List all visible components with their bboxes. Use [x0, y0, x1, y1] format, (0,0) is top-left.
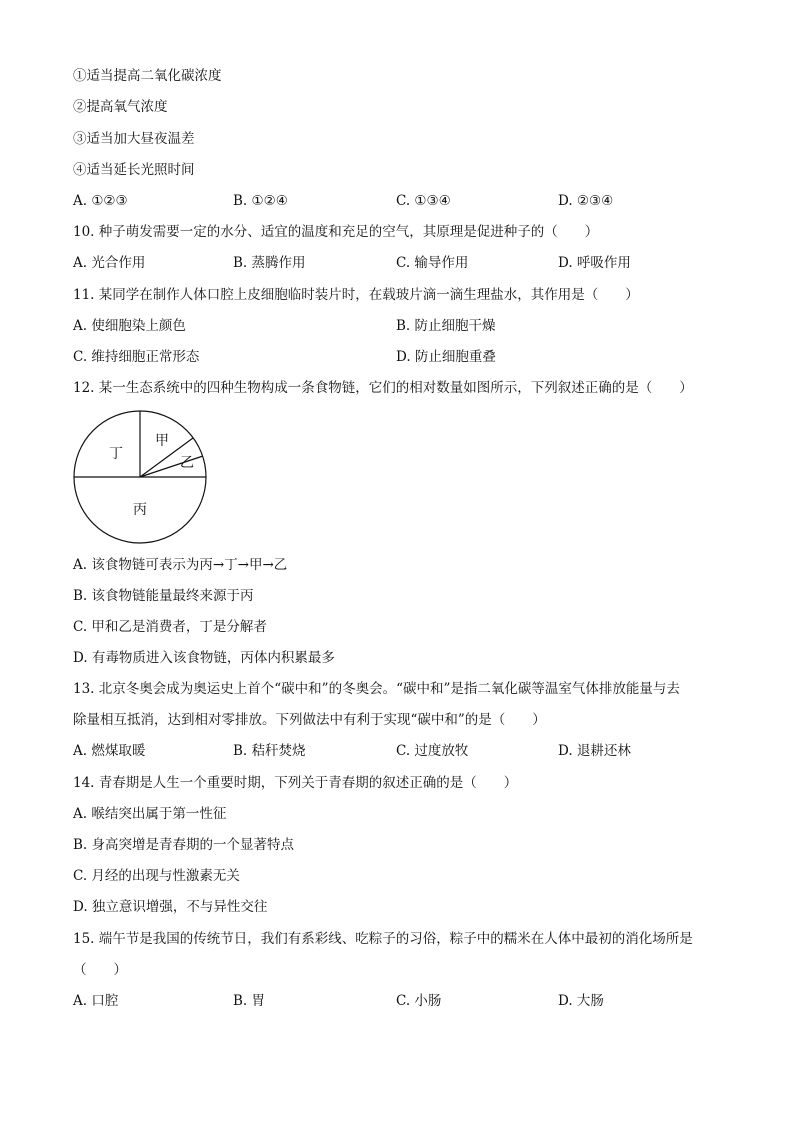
q9-item-4: ④适当延长光照时间	[73, 162, 195, 178]
q14-option-b: B. 身高突增是青春期的一个显著特点	[73, 837, 295, 853]
q15-option-c: C. 小肠	[396, 993, 442, 1009]
q9-option-b: B. ①②④	[233, 193, 288, 209]
q9-option-c: C. ①③④	[396, 193, 451, 209]
q12-stem: 12. 某一生态系统中的四种生物构成一条食物链，它们的相对数量如图所示，下列叙述正确的是（ ）	[73, 380, 693, 396]
q12-option-a: A. 该食物链可表示为丙→丁→甲→乙	[73, 557, 288, 573]
q13-option-a: A. 燃煤取暖	[73, 743, 146, 759]
q10-option-d: D. 呼吸作用	[558, 255, 631, 271]
q13-stem-line-2: 除量相互抵消，达到相对零排放。下列做法中有利于实现“碳中和”的是（ ）	[73, 712, 546, 728]
q10-option-c: C. 输导作用	[396, 255, 469, 271]
q10-option-a: A. 光合作用	[73, 255, 146, 271]
q11-option-d: D. 防止细胞重叠	[396, 349, 496, 365]
pie-label-bing: 丙	[133, 502, 147, 518]
q14-option-c: C. 月经的出现与性激素无关	[73, 868, 240, 884]
q14-stem: 14. 青春期是人生一个重要时期，下列关于青春期的叙述正确的是（ ）	[73, 775, 518, 791]
q9-item-3: ③适当加大昼夜温差	[73, 131, 195, 147]
q11-option-b: B. 防止细胞干燥	[396, 318, 496, 334]
q9-item-2: ②提高氧气浓度	[73, 99, 168, 115]
q12-option-c: C. 甲和乙是消费者，丁是分解者	[73, 619, 267, 635]
q15-stem-line-2: （ ）	[73, 962, 127, 978]
q15-stem-line-1: 15. 端午节是我国的传统节日，我们有系彩线、吃粽子的习俗，粽子中的糯米在人体中最初的消化场所是	[73, 931, 693, 947]
q11-option-a: A. 使细胞染上颜色	[73, 318, 186, 334]
pie-label-jia: 甲	[155, 433, 169, 449]
q10-stem: 10. 种子萌发需要一定的水分、适宜的温度和充足的空气，其原理是促进种子的（ ）	[73, 224, 599, 240]
q15-option-d: D. 大肠	[558, 993, 604, 1009]
food-chain-pie-diagram	[73, 410, 213, 550]
q15-option-a: A. 口腔	[73, 993, 119, 1009]
q9-item-1: ①适当提高二氧化碳浓度	[73, 68, 222, 84]
q12-option-b: B. 该食物链能量最终来源于丙	[73, 588, 254, 604]
pie-label-yi: 乙	[180, 455, 194, 471]
q11-stem: 11. 某同学在制作人体口腔上皮细胞临时装片时，在载玻片滴一滴生理盐水，其作用是（ ）	[73, 287, 639, 303]
q11-option-c: C. 维持细胞正常形态	[73, 349, 200, 365]
q13-option-d: D. 退耕还林	[558, 743, 631, 759]
q14-option-d: D. 独立意识增强，不与异性交往	[73, 899, 268, 915]
q13-stem-line-1: 13. 北京冬奥会成为奥运史上首个“碳中和”的冬奥会。“碳中和”是指二氧化碳等温室气体排放能量与去	[73, 681, 680, 697]
q13-option-b: B. 秸秆焚烧	[233, 743, 306, 759]
pie-label-ding: 丁	[109, 446, 123, 462]
q15-option-b: B. 胃	[233, 993, 266, 1009]
q13-option-c: C. 过度放牧	[396, 743, 469, 759]
q9-option-a: A. ①②③	[73, 193, 128, 209]
q9-option-d: D. ②③④	[558, 193, 614, 209]
q12-option-d: D. 有毒物质进入该食物链，丙体内积累最多	[73, 650, 335, 666]
q10-option-b: B. 蒸腾作用	[233, 255, 306, 271]
q14-option-a: A. 喉结突出属于第一性征	[73, 806, 227, 822]
